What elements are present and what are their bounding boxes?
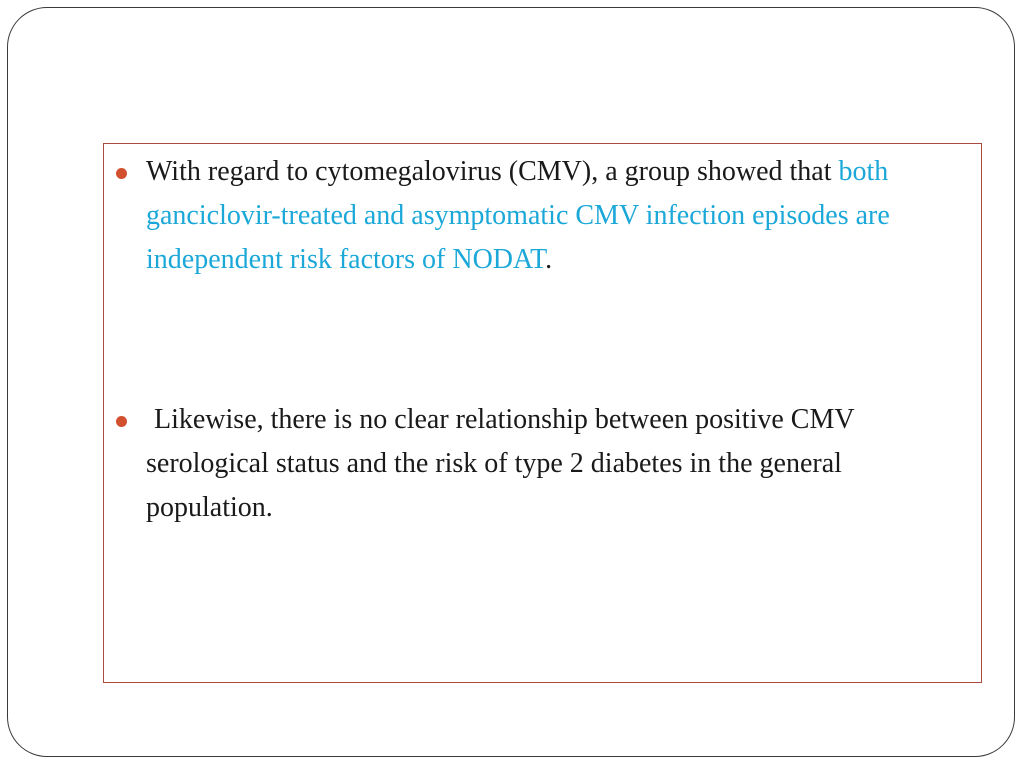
bullet-dot-icon	[116, 168, 127, 179]
bullet-text-highlight: both ganciclovir-treated and asymptomatic CMV infection episodes are independent risk factors of NODAT	[146, 156, 890, 275]
bullet-text: Likewise, there is no clear relationship between positive CMV serological status and the risk of type 2 diabetes in the general population.	[146, 404, 855, 523]
content-box	[103, 143, 982, 683]
bullet-dot-icon	[116, 416, 127, 427]
slide	[7, 7, 1015, 757]
bullet-text-intro: With regard to cytomegalovirus (CMV), a group showed that	[146, 156, 832, 187]
bullet-text-period: .	[545, 244, 553, 275]
bullet-text	[146, 150, 971, 282]
